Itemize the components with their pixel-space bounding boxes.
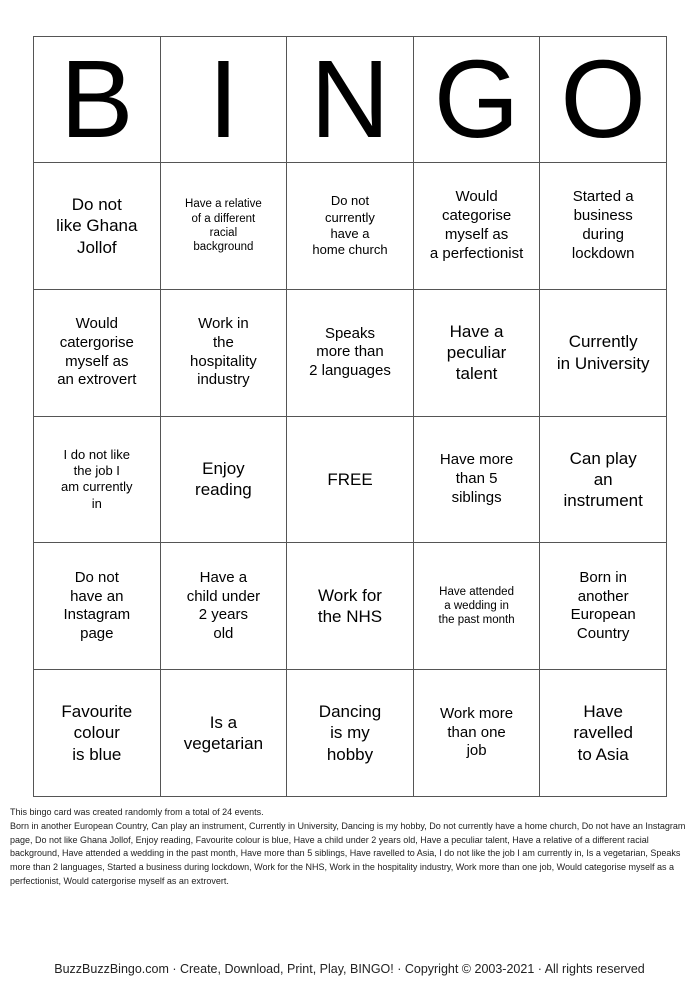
cell-text: I do not like the job I am currently in [61, 446, 133, 511]
bingo-row [34, 289, 667, 416]
cell-text: Have a child under 2 years old [186, 568, 261, 643]
footer-copyright: BuzzBuzzBingo.com · Create, Download, Print, Play, BINGO! · Copyright © 2003-2021 · All rights reserved [54, 962, 645, 976]
bingo-cell [413, 289, 540, 416]
bingo-row [34, 543, 667, 670]
bingo-cell [34, 670, 161, 797]
bingo-cell [540, 416, 667, 543]
cell-text: Do not have an Instagram page [63, 568, 131, 643]
cell-text: Currently in University [556, 332, 650, 373]
cell-text: Speaks more than 2 languages [309, 324, 391, 380]
bingo-cell [34, 163, 161, 290]
bingo-cell [160, 543, 287, 670]
bingo-cell [160, 163, 287, 290]
bingo-cell [34, 289, 161, 416]
bingo-header-row [34, 37, 667, 163]
cell-text: Have a peculiar talent [446, 321, 507, 384]
header-letter-i: I [160, 37, 287, 163]
bingo-cell [540, 670, 667, 797]
bingo-cell [413, 416, 540, 543]
cell-text: Dancing is my hobby [318, 702, 382, 764]
header-letter-o: O [540, 37, 667, 163]
cell-text: Have attended a wedding in the past month [438, 585, 515, 627]
cell-text: Do not currently have a home church [312, 193, 388, 258]
bingo-cell [413, 163, 540, 290]
bingo-cell [160, 289, 287, 416]
bingo-cell [287, 289, 414, 416]
free-space-text: FREE [327, 469, 373, 489]
events-list: Born in another European Country, Can play an instrument, Currently in University, Dancing is my hobby, Do not currently have a home church, Do not have an Instagram page, Do not like Ghana Jollof, Enjoy reading, Favourite colour is blue, Have a child under 2 years old, Have a peculiar talent, Have a relative of a different racial background, Have attended a wedding in the past month, Have more than 5 siblings, Have ravelled to Asia, I do not like the job I am currently in, Is a vegetarian, Speaks more than 2 languages, Started a business during lockdown, Work for the NHS, Work in the hospitality industry, Work more than one job, Would categorise myself as a perfectionist, Would catergorise myself as an extrovert. [10, 820, 686, 886]
cell-text: Work in the hospitality industry [190, 315, 257, 389]
bingo-cell [413, 670, 540, 797]
bingo-row [34, 163, 667, 290]
header-letter-b: B [34, 37, 161, 163]
cell-text: Have a relative of a different racial background [185, 198, 262, 254]
bingo-card [33, 36, 667, 797]
bingo-cell [34, 543, 161, 670]
events-note-intro: This bingo card was created randomly from a total of 24 events. [10, 807, 264, 817]
header-letter-n: N [287, 37, 414, 163]
bingo-cell [540, 289, 667, 416]
cell-text: Would categorise myself as a perfectionist [429, 188, 524, 262]
events-note [10, 806, 690, 889]
cell-text: Have more than 5 siblings [439, 451, 514, 506]
cell-text: Enjoy reading [195, 459, 252, 500]
bingo-row [34, 670, 667, 797]
cell-text: Is a vegetarian [183, 712, 264, 754]
cell-text: Would catergorise myself as an extrovert [57, 315, 137, 389]
cell-text: Favourite colour is blue [61, 702, 133, 764]
cell-text: Have ravelled to Asia [573, 702, 633, 764]
cell-text: Do not like Ghana Jollof [56, 195, 138, 257]
header-letter-g: G [413, 37, 540, 163]
bingo-row [34, 416, 667, 543]
free-space-cell [287, 416, 414, 543]
bingo-cell [413, 543, 540, 670]
bingo-cell [160, 670, 287, 797]
bingo-cell [540, 543, 667, 670]
bingo-cell [287, 543, 414, 670]
cell-text: Started a business during lockdown [571, 188, 635, 262]
bingo-cell [540, 163, 667, 290]
cell-text: Work more than one job [440, 704, 514, 760]
bingo-cell [34, 416, 161, 543]
cell-text: Work for the NHS [317, 586, 383, 627]
bingo-cell [287, 163, 414, 290]
bingo-cell [287, 670, 414, 797]
cell-text: Born in another European Country [570, 568, 636, 643]
cell-text: Can play an instrument [563, 448, 643, 511]
bingo-cell [160, 416, 287, 543]
